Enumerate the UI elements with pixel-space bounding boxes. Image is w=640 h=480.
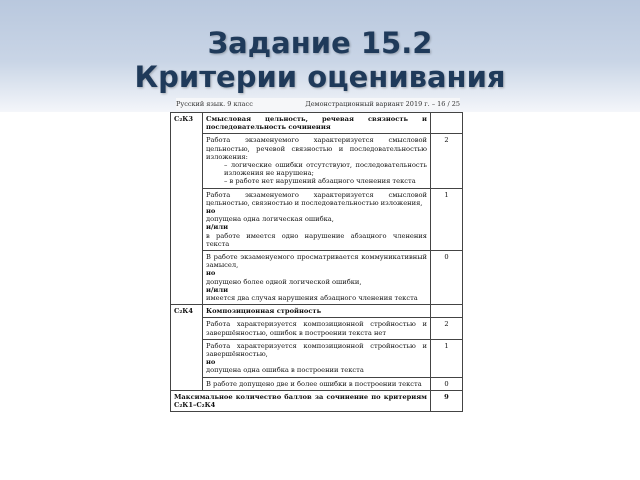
empty-cell [431,305,463,318]
slide-title-line-2: Критерии оценивания [134,60,506,94]
table-row [171,377,463,390]
description-text: допущено более одной логической ошибки, [206,277,362,286]
document-header-right: Демонстрационный вариант 2019 г. – 16 / 25 [305,100,460,108]
criterion-code: С₂К3 [171,113,203,305]
criterion-description: Работа характеризуется композиционной стройностью и завершённостью, ошибок в построении текста нет [203,318,431,339]
criterion-description [203,339,431,377]
criterion-title: Смысловая цельность, речевая связность и последовательность сочинения [203,113,431,134]
description-text: Работа экзаменуемого характеризуется смысловой цельностью, речевой связностью и последовательностью изложения: [206,136,427,161]
description-bullet: – логические ошибки отсутствуют, последовательность изложения не нарушена; [224,161,427,178]
description-text: имеется два случая нарушения абзацного членения текста [206,294,418,303]
description-text: В работе экзаменуемого просматривается коммуникативный замысел, [206,253,427,270]
table-row-total [171,390,463,411]
table-row [171,318,463,339]
description-conjunction: но [206,207,216,216]
criteria-table [170,112,463,412]
total-score: 9 [431,390,463,411]
slide-title [0,26,640,94]
description-text: в работе имеется одно нарушение абзацного членения текста [206,231,427,248]
description-conjunction: и/или [206,285,229,294]
description-conjunction: но [206,269,216,278]
table-row [171,251,463,305]
criterion-description: В работе допущено две и более ошибки в построении текста [203,377,431,390]
description-text: допущена одна логическая ошибка, [206,215,334,224]
criterion-description [203,188,431,250]
description-text: допущена одна ошибка в построении текста [206,366,364,375]
description-conjunction: но [206,358,216,367]
table-row [171,113,463,134]
table-row [171,305,463,318]
description-bullet: – в работе нет нарушений абзацного членения текста [224,177,416,186]
document-header-left: Русский язык. 9 класс [176,100,253,108]
empty-cell [431,113,463,134]
total-label: Максимальное количество баллов за сочинение по критериям С₂К1–С₂К4 [171,390,431,411]
criterion-description [203,134,431,188]
score-cell: 0 [431,251,463,305]
criterion-title: Композиционная стройность [203,305,431,318]
score-cell: 1 [431,188,463,250]
criterion-code: С₂К4 [171,305,203,391]
document-header [176,98,460,110]
slide-title-line-1: Задание 15.2 [207,26,433,60]
table-row [171,188,463,250]
score-cell: 2 [431,318,463,339]
description-text: Работа экзаменуемого характеризуется смысловой цельностью, связностью и последовательностью изложения, [206,190,427,207]
description-text: Работа характеризуется композиционной стройностью и завершённостью, [206,341,427,359]
table-row [171,339,463,377]
score-cell: 0 [431,377,463,390]
score-cell: 1 [431,339,463,377]
table-row [171,134,463,188]
score-cell: 2 [431,134,463,188]
description-conjunction: и/или [206,223,229,232]
criterion-description [203,251,431,305]
